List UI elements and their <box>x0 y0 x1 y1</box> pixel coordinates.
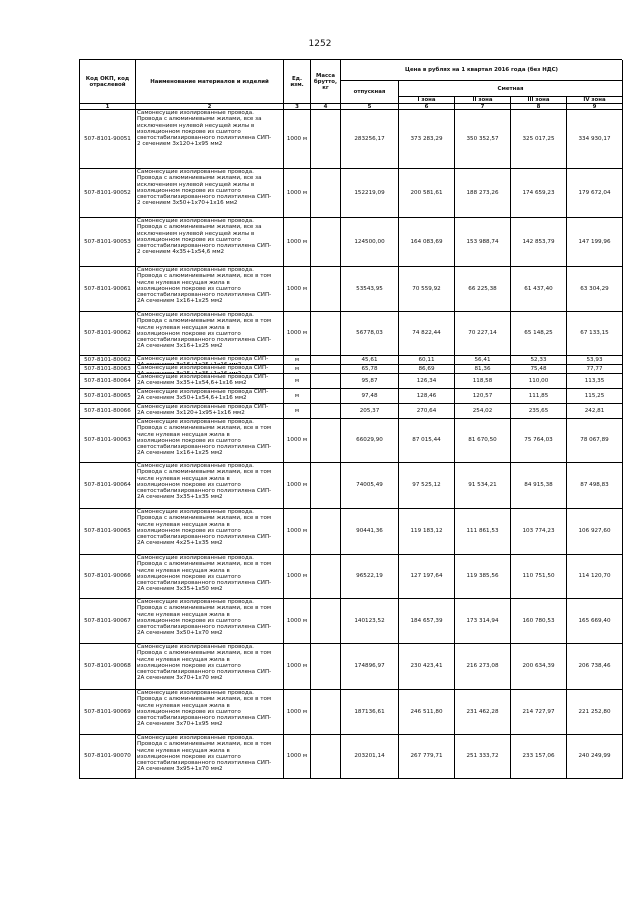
item-unit: 1000 м <box>284 644 311 690</box>
item-code: 507-8101-90052 <box>80 169 136 218</box>
item-unit: м <box>284 365 311 374</box>
column-number: 1 <box>80 104 136 110</box>
item-mass <box>311 218 341 267</box>
item-price-zone-3: 103 774,23 <box>511 509 567 555</box>
item-price-zone-2: 119 385,56 <box>455 555 511 599</box>
item-release-price: 174896,97 <box>341 644 399 690</box>
item-price-zone-4: 240 249,99 <box>567 735 623 779</box>
item-code: 507-8101-80063 <box>80 365 136 374</box>
header-name: Наименование материалов и изделий <box>136 60 284 104</box>
item-code: 507-8101-90067 <box>80 599 136 644</box>
item-release-price: 203201,14 <box>341 735 399 779</box>
item-mass <box>311 389 341 404</box>
item-price-zone-1: 164 083,69 <box>399 218 455 267</box>
item-name: Самонесущие изолированные провода СИП- 2А сечением 3х35+1х54,6+1х16 мм2 <box>136 374 284 389</box>
item-price-zone-4: 53,93 <box>567 356 623 365</box>
item-release-price: 140123,52 <box>341 599 399 644</box>
item-price-zone-4: 165 669,40 <box>567 599 623 644</box>
item-price-zone-1: 97 525,12 <box>399 463 455 509</box>
item-mass <box>311 169 341 218</box>
item-price-zone-1: 127 197,64 <box>399 555 455 599</box>
item-code: 507-8101-90066 <box>80 555 136 599</box>
item-price-zone-3: 233 157,06 <box>511 735 567 779</box>
item-name: Самонесущие изолированные провода. Провода с алюминиевыми жилами, все в том числе нулевая несущая жила в изоляционном покрове из сшитого светостабилизированного полиэтилена СИП- 2А сечением 3х35+1х50 мм2 <box>136 555 284 599</box>
item-price-zone-4: 221 252,80 <box>567 690 623 735</box>
item-mass <box>311 599 341 644</box>
item-price-zone-1: 74 822,44 <box>399 312 455 356</box>
item-price-zone-2: 66 225,38 <box>455 267 511 312</box>
item-name: Самонесущие изолированные провода. Провода с алюминиевыми жилами, все в том числе нулевая несущая жила в изоляционном покрове из сшитого светостабилизированного полиэтилена СИП- 2А сечением 3х70+1х95 мм2 <box>136 690 284 735</box>
item-unit: 1000 м <box>284 110 311 169</box>
item-price-zone-3: 174 659,23 <box>511 169 567 218</box>
price-table-grid <box>79 59 622 779</box>
item-code: 507-8101-90070 <box>80 735 136 779</box>
item-unit: 1000 м <box>284 690 311 735</box>
item-price-zone-1: 126,34 <box>399 374 455 389</box>
item-name: Самонесущие изолированные провода СИП- 2А сечением 3х120+1х95+1х16 мм2 <box>136 404 284 419</box>
item-price-zone-4: 78 067,89 <box>567 419 623 463</box>
item-mass <box>311 374 341 389</box>
item-price-zone-2: 216 273,08 <box>455 644 511 690</box>
item-price-zone-3: 75 764,03 <box>511 419 567 463</box>
item-unit: 1000 м <box>284 555 311 599</box>
item-name: Самонесущие изолированные провода. Провода с алюминиевыми жилами, все в том числе нулевая несущая жила в изоляционном покрове из сшитого светостабилизированного полиэтилена СИП- 2А сечением 1х16+1х25 мм2 <box>136 267 284 312</box>
header-estimate-price: Сметная <box>399 81 623 97</box>
item-release-price: 65,78 <box>341 365 399 374</box>
price-table <box>79 59 622 779</box>
item-code: 507-8101-90062 <box>80 312 136 356</box>
item-price-zone-2: 56,41 <box>455 356 511 365</box>
header-unit: Ед. изм. <box>284 60 311 104</box>
item-mass <box>311 365 341 374</box>
item-price-zone-2: 173 314,94 <box>455 599 511 644</box>
item-price-zone-3: 200 634,39 <box>511 644 567 690</box>
column-number: 5 <box>341 104 399 110</box>
item-release-price: 187136,61 <box>341 690 399 735</box>
item-code: 507-8101-90068 <box>80 644 136 690</box>
item-price-zone-4: 242,81 <box>567 404 623 419</box>
column-number: 4 <box>311 104 341 110</box>
column-number: 3 <box>284 104 311 110</box>
item-unit: 1000 м <box>284 218 311 267</box>
item-price-zone-3: 75,48 <box>511 365 567 374</box>
item-unit: м <box>284 356 311 365</box>
item-price-zone-2: 153 988,74 <box>455 218 511 267</box>
item-price-zone-4: 334 930,17 <box>567 110 623 169</box>
item-release-price: 95,87 <box>341 374 399 389</box>
item-price-zone-3: 52,33 <box>511 356 567 365</box>
item-price-zone-2: 118,58 <box>455 374 511 389</box>
item-mass <box>311 312 341 356</box>
item-price-zone-3: 110 751,50 <box>511 555 567 599</box>
item-price-zone-1: 119 183,12 <box>399 509 455 555</box>
item-price-zone-1: 200 581,61 <box>399 169 455 218</box>
item-release-price: 96522,19 <box>341 555 399 599</box>
item-price-zone-4: 115,25 <box>567 389 623 404</box>
item-price-zone-3: 214 727,97 <box>511 690 567 735</box>
item-price-zone-3: 235,65 <box>511 404 567 419</box>
header-mass: Масса брутто, кг <box>311 60 341 104</box>
item-name: Самонесущие изолированные провода. Провода с алюминиевыми жилами, все за исключением нулевой несущей жилы в изоляционном покрове из сшитого светостабилизированного полиэтилена СИП- 2 сечением 3х120+1х95 мм2 <box>136 110 284 169</box>
item-release-price: 152219,09 <box>341 169 399 218</box>
item-unit: 1000 м <box>284 463 311 509</box>
item-code: 507-8101-80066 <box>80 404 136 419</box>
item-price-zone-3: 65 148,25 <box>511 312 567 356</box>
item-price-zone-3: 142 853,79 <box>511 218 567 267</box>
item-name: Самонесущие изолированные провода. Провода с алюминиевыми жилами, все в том числе нулевая несущая жила в изоляционном покрове из сшитого светостабилизированного полиэтилена СИП- 2А сечением 3х50+1х70 мм2 <box>136 599 284 644</box>
item-price-zone-1: 230 423,41 <box>399 644 455 690</box>
item-price-zone-3: 84 915,38 <box>511 463 567 509</box>
item-name: Самонесущие изолированные провода СИП- <box>136 356 284 365</box>
item-price-zone-4: 113,35 <box>567 374 623 389</box>
item-price-zone-1: 267 779,71 <box>399 735 455 779</box>
item-release-price: 53543,95 <box>341 267 399 312</box>
item-price-zone-4: 67 133,15 <box>567 312 623 356</box>
column-number: 8 <box>511 104 567 110</box>
item-release-price: 124500,00 <box>341 218 399 267</box>
item-unit: м <box>284 404 311 419</box>
item-code: 507-8101-80064 <box>80 374 136 389</box>
item-code: 507-8101-80065 <box>80 389 136 404</box>
header-code: Код ОКП, код отраслевой <box>80 60 136 104</box>
item-price-zone-4: 63 304,29 <box>567 267 623 312</box>
item-name: Самонесущие изолированные провода СИП- <box>136 365 284 374</box>
item-unit: 1000 м <box>284 735 311 779</box>
item-mass <box>311 267 341 312</box>
item-mass <box>311 735 341 779</box>
item-code: 507-8101-90064 <box>80 463 136 509</box>
item-price-zone-4: 77,77 <box>567 365 623 374</box>
item-name: Самонесущие изолированные провода. Провода с алюминиевыми жилами, все в том числе нулевая несущая жила в изоляционном покрове из сшитого светостабилизированного полиэтилена СИП- 2А сечением 1х16+1х25 мм2 <box>136 419 284 463</box>
column-number: 2 <box>136 104 284 110</box>
header-zone-3: III зона <box>511 97 567 104</box>
header-zone-2: II зона <box>455 97 511 104</box>
item-mass <box>311 555 341 599</box>
item-price-zone-1: 70 559,92 <box>399 267 455 312</box>
item-release-price: 74005,49 <box>341 463 399 509</box>
header-price: Цена в рублях на 1 квартал 2016 года (без НДС) <box>341 60 623 81</box>
item-name: Самонесущие изолированные провода. Провода с алюминиевыми жилами, все в том числе нулевая несущая жила в изоляционном покрове из сшитого светостабилизированного полиэтилена СИП- 2А сечением 4х25+1х35 мм2 <box>136 509 284 555</box>
item-price-zone-2: 70 227,14 <box>455 312 511 356</box>
item-price-zone-4: 206 738,46 <box>567 644 623 690</box>
item-code: 507-8101-90053 <box>80 218 136 267</box>
item-mass <box>311 463 341 509</box>
item-mass <box>311 509 341 555</box>
item-release-price: 205,37 <box>341 404 399 419</box>
page-number: 1252 <box>308 39 332 49</box>
item-price-zone-4: 106 927,60 <box>567 509 623 555</box>
item-release-price: 283256,17 <box>341 110 399 169</box>
header-release-price: отпускная <box>341 81 399 104</box>
item-mass <box>311 356 341 365</box>
item-price-zone-1: 60,11 <box>399 356 455 365</box>
item-price-zone-2: 254,02 <box>455 404 511 419</box>
item-name: Самонесущие изолированные провода. Провода с алюминиевыми жилами, все в том числе нулевая несущая жила в изоляционном покрове из сшитого светостабилизированного полиэтилена СИП- 2А сечением 3х16+1х25 мм2 <box>136 312 284 356</box>
item-code: 507-8101-80062 <box>80 356 136 365</box>
item-code: 507-8101-90061 <box>80 267 136 312</box>
item-price-zone-1: 128,46 <box>399 389 455 404</box>
item-name: Самонесущие изолированные провода. Провода с алюминиевыми жилами, все в том числе нулевая несущая жила в изоляционном покрове из сшитого светостабилизированного полиэтилена СИП- 2А сечением 3х70+1х70 мм2 <box>136 644 284 690</box>
item-unit: 1000 м <box>284 169 311 218</box>
item-name: Самонесущие изолированные провода. Провода с алюминиевыми жилами, все в том числе нулевая несущая жила в изоляционном покрове из сшитого светостабилизированного полиэтилена СИП- 2А сечением 3х95+1х70 мм2 <box>136 735 284 779</box>
item-price-zone-3: 111,85 <box>511 389 567 404</box>
header-zone-4: IV зона <box>567 97 623 104</box>
column-number: 7 <box>455 104 511 110</box>
item-mass <box>311 690 341 735</box>
item-price-zone-1: 373 283,29 <box>399 110 455 169</box>
item-price-zone-4: 179 672,04 <box>567 169 623 218</box>
item-name: Самонесущие изолированные провода СИП- 2А сечением 3х50+1х54,6+1х16 мм2 <box>136 389 284 404</box>
item-code: 507-8101-90065 <box>80 509 136 555</box>
column-number: 9 <box>567 104 623 110</box>
item-release-price: 90441,36 <box>341 509 399 555</box>
item-mass <box>311 110 341 169</box>
item-price-zone-2: 81,36 <box>455 365 511 374</box>
item-release-price: 66029,90 <box>341 419 399 463</box>
item-price-zone-3: 160 780,53 <box>511 599 567 644</box>
item-release-price: 56778,03 <box>341 312 399 356</box>
item-unit: м <box>284 389 311 404</box>
item-price-zone-2: 120,57 <box>455 389 511 404</box>
item-price-zone-4: 147 199,96 <box>567 218 623 267</box>
item-mass <box>311 419 341 463</box>
item-unit: 1000 м <box>284 419 311 463</box>
item-unit: 1000 м <box>284 312 311 356</box>
item-price-zone-1: 270,64 <box>399 404 455 419</box>
item-release-price: 45,61 <box>341 356 399 365</box>
item-code: 507-8101-90051 <box>80 110 136 169</box>
item-price-zone-3: 61 437,40 <box>511 267 567 312</box>
item-price-zone-2: 91 534,21 <box>455 463 511 509</box>
item-price-zone-2: 251 333,72 <box>455 735 511 779</box>
item-price-zone-4: 87 498,83 <box>567 463 623 509</box>
item-price-zone-1: 246 511,80 <box>399 690 455 735</box>
item-price-zone-3: 325 017,25 <box>511 110 567 169</box>
item-release-price: 97,48 <box>341 389 399 404</box>
item-price-zone-2: 188 273,26 <box>455 169 511 218</box>
item-price-zone-1: 86,69 <box>399 365 455 374</box>
item-mass <box>311 644 341 690</box>
item-price-zone-2: 81 670,50 <box>455 419 511 463</box>
item-price-zone-3: 110,00 <box>511 374 567 389</box>
item-name: Самонесущие изолированные провода. Провода с алюминиевыми жилами, все в том числе нулевая несущая жила в изоляционном покрове из сшитого светостабилизированного полиэтилена СИП- 2А сечением 3х35+1х35 мм2 <box>136 463 284 509</box>
item-price-zone-2: 350 352,57 <box>455 110 511 169</box>
item-name: Самонесущие изолированные провода. Провода с алюминиевыми жилами, все за исключением нулевой несущей жилы в изоляционном покрове из сшитого светостабилизированного полиэтилена СИП- 2 сечением 3х50+1х70+1х16 мм2 <box>136 169 284 218</box>
item-name: Самонесущие изолированные провода. Провода с алюминиевыми жилами, все за исключением нулевой несущей жилы в изоляционном покрове из сшитого светостабилизированного полиэтилена СИП- 2 сечением 4х35+1х54,6 мм2 <box>136 218 284 267</box>
item-unit: 1000 м <box>284 509 311 555</box>
item-price-zone-1: 184 657,39 <box>399 599 455 644</box>
column-number: 6 <box>399 104 455 110</box>
item-price-zone-2: 111 861,53 <box>455 509 511 555</box>
item-unit: м <box>284 374 311 389</box>
item-unit: 1000 м <box>284 599 311 644</box>
item-price-zone-1: 87 015,44 <box>399 419 455 463</box>
item-code: 507-8101-90069 <box>80 690 136 735</box>
item-code: 507-8101-90063 <box>80 419 136 463</box>
item-price-zone-2: 231 462,28 <box>455 690 511 735</box>
header-zone-1: I зона <box>399 97 455 104</box>
item-price-zone-4: 114 120,70 <box>567 555 623 599</box>
item-unit: 1000 м <box>284 267 311 312</box>
item-mass <box>311 404 341 419</box>
